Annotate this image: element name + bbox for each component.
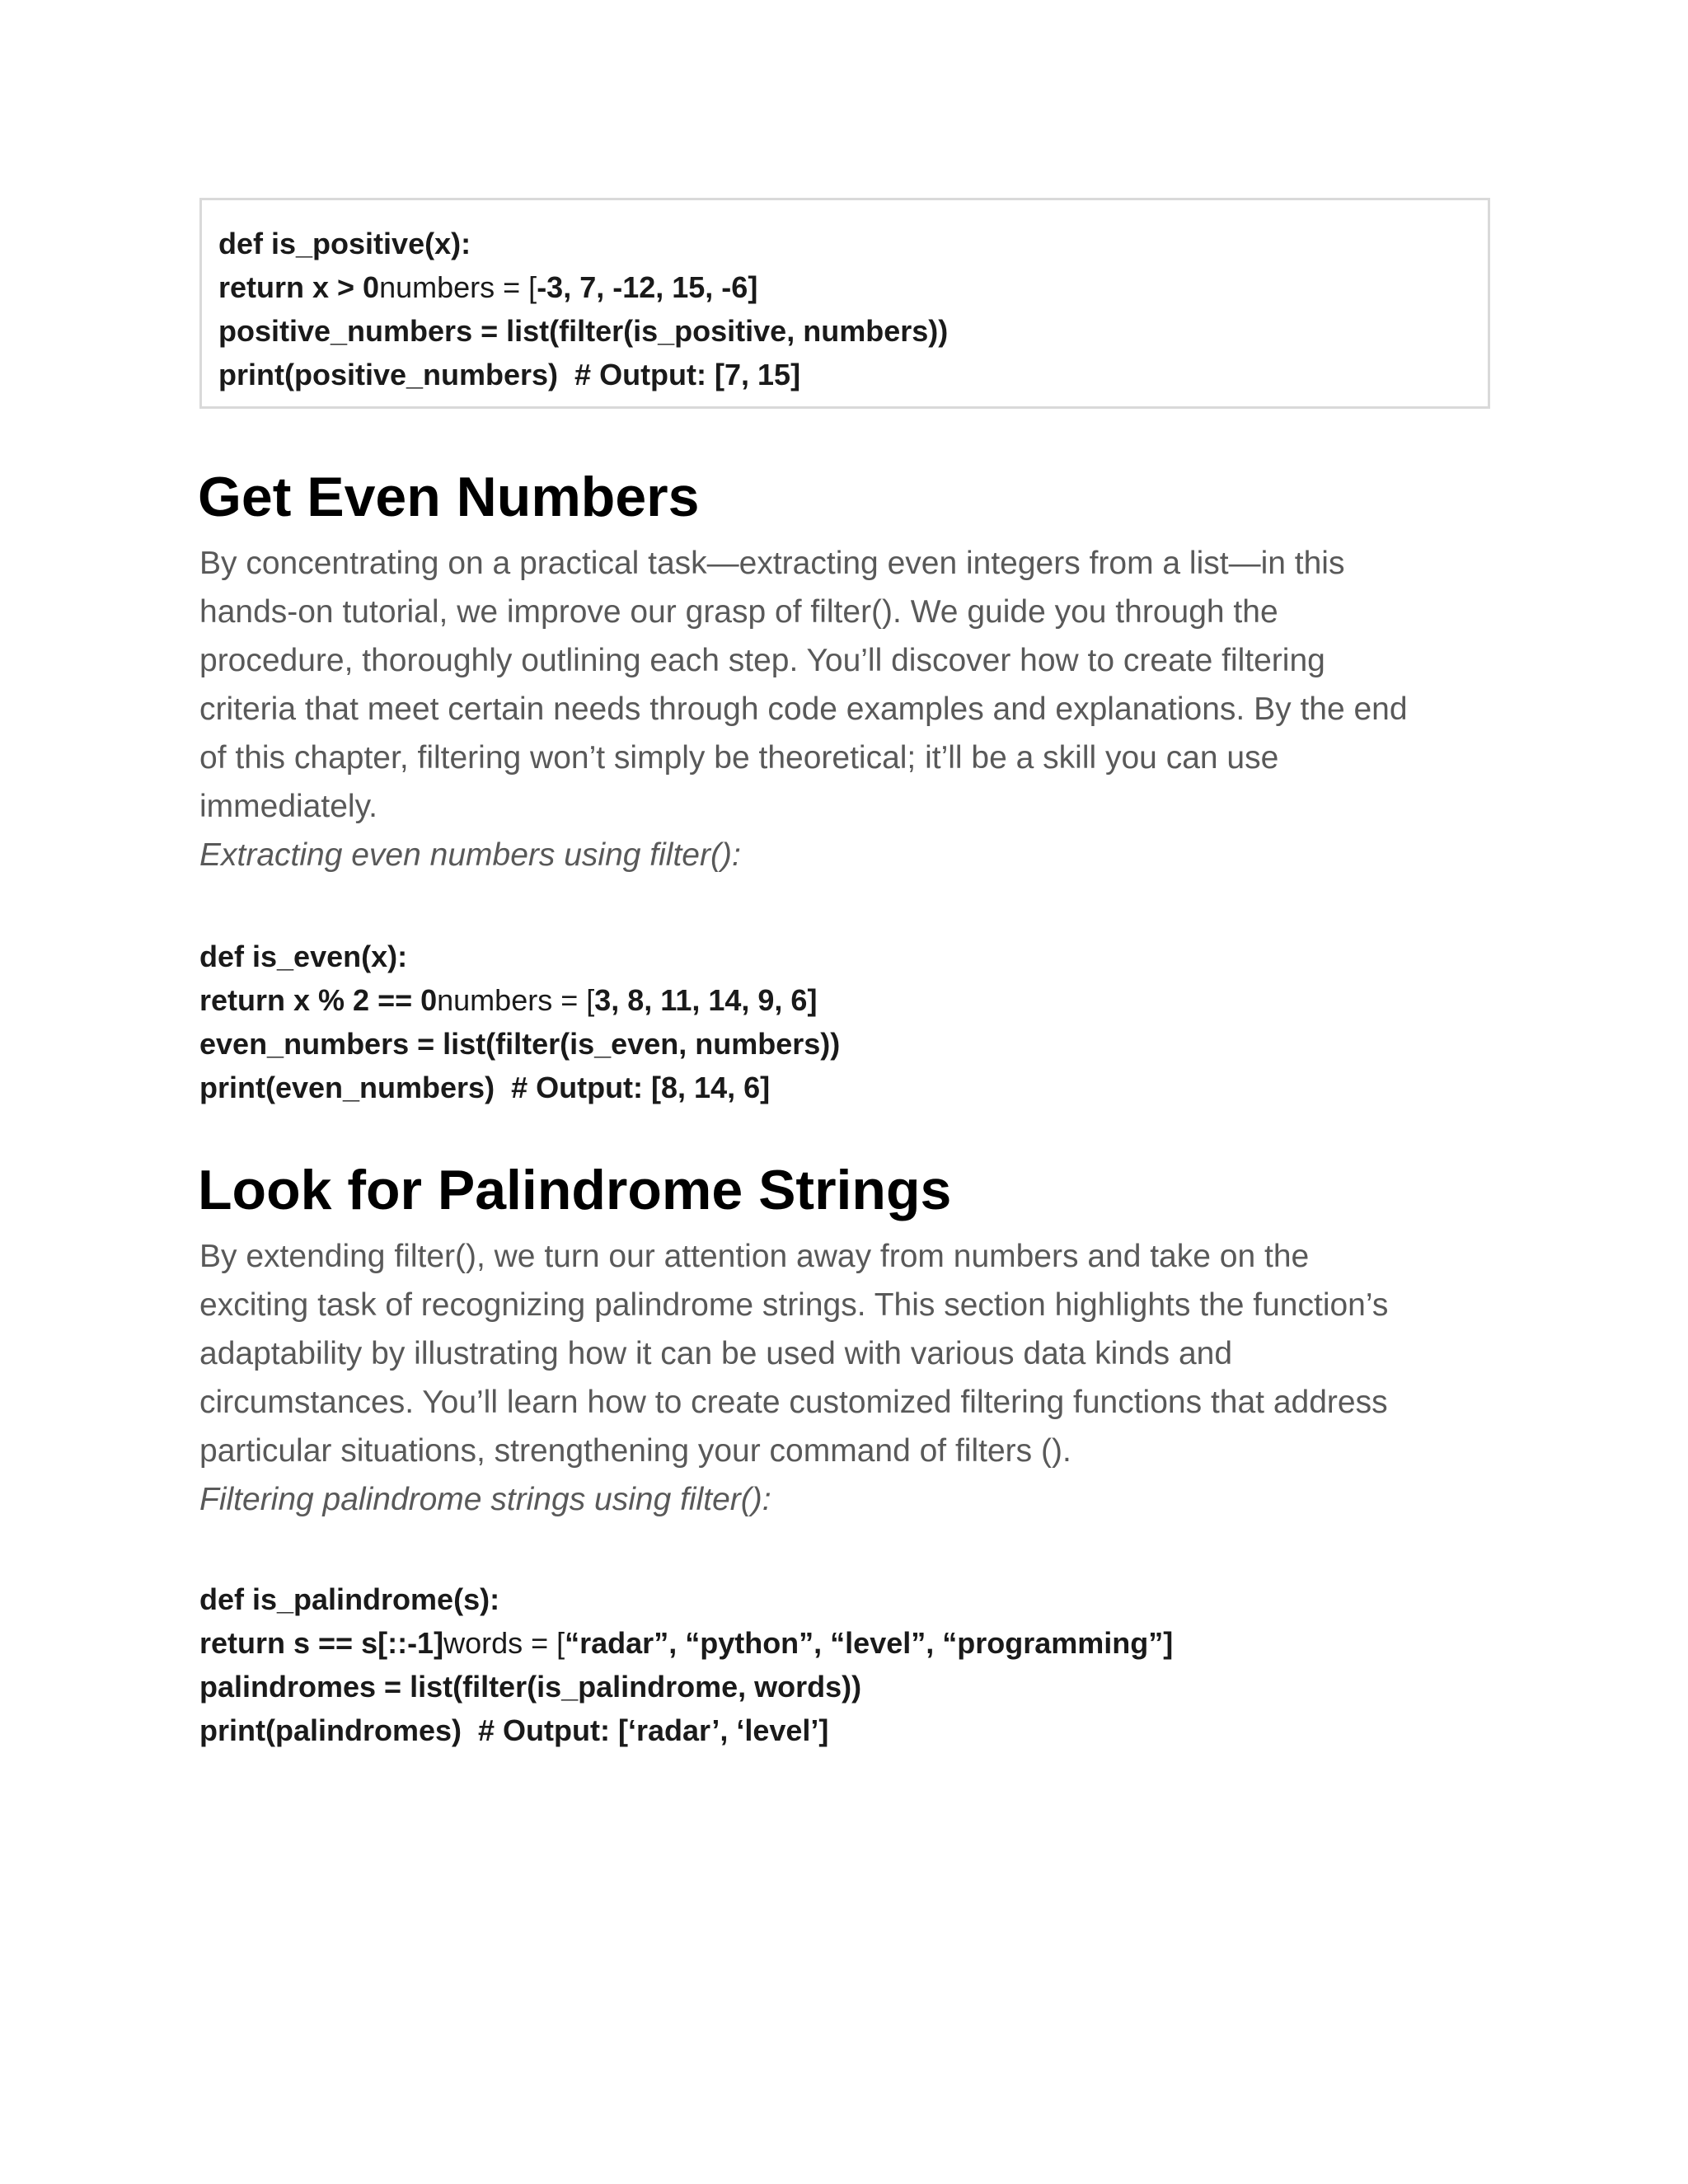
code-fragment: return s == s[::-1]	[199, 1626, 444, 1660]
code-fragment: numbers = [	[437, 983, 595, 1017]
code-block-palindrome	[199, 1577, 1173, 1752]
code-fragment: numbers = [	[379, 270, 537, 304]
code-line: def is_palindrome(s):	[199, 1582, 500, 1616]
code-fragment: return x > 0	[218, 270, 380, 304]
paragraph-line: particular situations, strengthening your command of filters ().	[199, 1433, 1071, 1469]
paragraph-line: adaptability by illustrating how it can be used with various data kinds and	[199, 1336, 1233, 1371]
code-fragment: return x % 2 == 0	[199, 983, 438, 1017]
section-paragraph-even	[199, 539, 1493, 831]
paragraph-line: criteria that meet certain needs through code examples and explanations. By the end	[199, 691, 1408, 727]
code-line: print(palindromes) # Output: [‘radar’, ‘level’]	[199, 1713, 829, 1747]
paragraph-line: procedure, thoroughly outlining each step. You’ll discover how to create filtering	[199, 643, 1325, 678]
code-line: positive_numbers = list(filter(is_positive, numbers))	[218, 314, 949, 348]
paragraph-line: exciting task of recognizing palindrome strings. This section highlights the function’s	[199, 1287, 1389, 1323]
code-fragment: -3, 7, -12, 15, -6]	[537, 270, 758, 304]
code-fragment: words = [	[443, 1626, 565, 1660]
section-heading-even: Get Even Numbers	[198, 466, 700, 528]
code-box-positive	[199, 198, 1490, 409]
paragraph-line: By concentrating on a practical task—extracting even integers from a list—in this	[199, 546, 1345, 581]
paragraph-line: hands-on tutorial, we improve our grasp of filter(). We guide you through the	[199, 594, 1278, 630]
code-fragment: 3, 8, 11, 14, 9, 6]	[594, 983, 818, 1017]
code-line	[218, 265, 1488, 309]
code-caption-even: Extracting even numbers using filter():	[199, 837, 741, 873]
code-line: even_numbers = list(filter(is_even, numbers))	[199, 1027, 841, 1061]
code-block-even	[199, 935, 840, 1109]
paragraph-line: of this chapter, filtering won’t simply be theoretical; it’ll be a skill you can use	[199, 740, 1279, 776]
code-caption-palindrome: Filtering palindrome strings using filter():	[199, 1482, 771, 1517]
section-paragraph-palindrome	[199, 1232, 1493, 1475]
paragraph-line: immediately.	[199, 789, 378, 824]
code-line: print(even_numbers) # Output: [8, 14, 6]	[199, 1071, 771, 1104]
paragraph-line: By extending filter(), we turn our attention away from numbers and take on the	[199, 1239, 1310, 1274]
code-fragment: “radar”, “python”, “level”, “programming”]	[565, 1626, 1174, 1660]
code-line: def is_positive(x):	[218, 227, 471, 260]
code-line: print(positive_numbers) # Output: [7, 15]	[218, 358, 801, 391]
paragraph-line: circumstances. You’ll learn how to create customized filtering functions that address	[199, 1385, 1388, 1420]
code-line	[199, 978, 840, 1022]
section-heading-palindrome: Look for Palindrome Strings	[198, 1159, 952, 1221]
code-line	[199, 1621, 1173, 1665]
code-line: palindromes = list(filter(is_palindrome, words))	[199, 1670, 862, 1704]
code-line: def is_even(x):	[199, 940, 408, 973]
